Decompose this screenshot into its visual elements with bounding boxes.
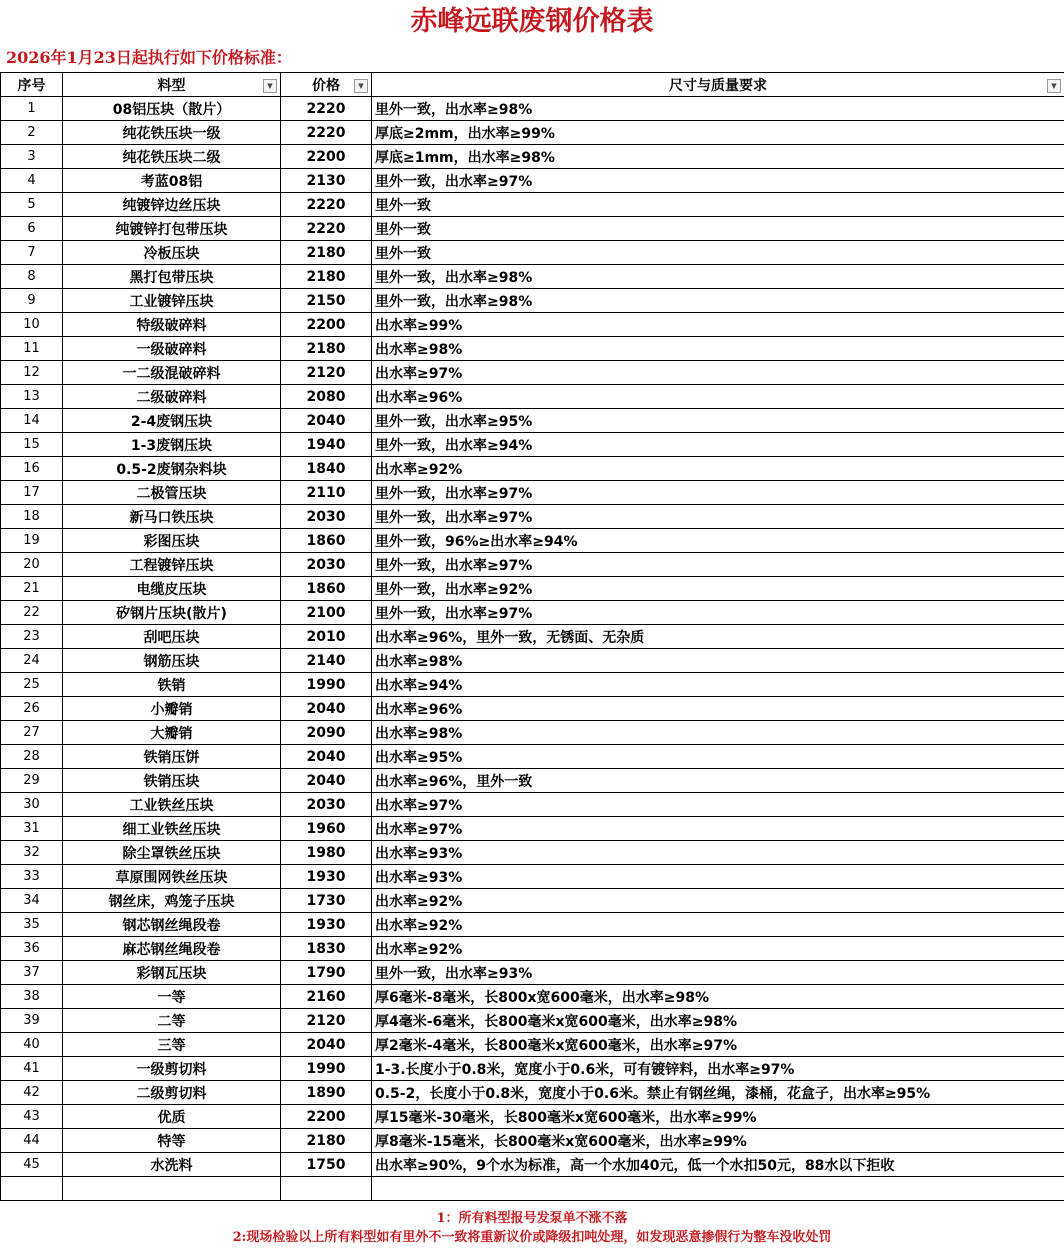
price-value: 2030: [281, 793, 372, 817]
price-value: 1750: [281, 1153, 372, 1177]
row-number: 10: [1, 313, 63, 337]
price-value: 1940: [281, 433, 372, 457]
quality-requirement: 出水率≥92%: [372, 937, 1064, 961]
quality-requirement: 里外一致，出水率≥92%: [372, 577, 1064, 601]
price-value: 2040: [281, 697, 372, 721]
table-row: [1, 433, 1064, 457]
price-value: 1730: [281, 889, 372, 913]
table-row: [1, 937, 1064, 961]
material-name: 纯花铁压块二级: [63, 145, 281, 169]
material-name: 三等: [63, 1033, 281, 1057]
price-value: 2080: [281, 385, 372, 409]
table-row: [1, 841, 1064, 865]
table-row: [1, 385, 1064, 409]
table-row: [1, 673, 1064, 697]
price-value: 2100: [281, 601, 372, 625]
row-number: 30: [1, 793, 63, 817]
empty-cell: [1, 1177, 63, 1201]
price-value: 1980: [281, 841, 372, 865]
material-name: 1-3废钢压块: [63, 433, 281, 457]
row-number: 22: [1, 601, 63, 625]
material-name: 刮吧压块: [63, 625, 281, 649]
quality-requirement: 出水率≥99%: [372, 313, 1064, 337]
material-name: 特级破碎料: [63, 313, 281, 337]
quality-requirement: 里外一致，出水率≥97%: [372, 601, 1064, 625]
price-value: 1840: [281, 457, 372, 481]
material-name: 钢芯钢丝绳段卷: [63, 913, 281, 937]
row-number: 36: [1, 937, 63, 961]
table-row: [1, 793, 1064, 817]
dropdown-arrow-icon[interactable]: ▼: [1047, 79, 1061, 93]
row-number: 20: [1, 553, 63, 577]
material-name: 优质: [63, 1105, 281, 1129]
quality-requirement: 出水率≥98%: [372, 337, 1064, 361]
material-name: 一级剪切料: [63, 1057, 281, 1081]
material-name: 二级破碎料: [63, 385, 281, 409]
table-row: [1, 577, 1064, 601]
table-row: [1, 145, 1064, 169]
price-value: 1990: [281, 673, 372, 697]
row-number: 12: [1, 361, 63, 385]
material-name: 除尘罩铁丝压块: [63, 841, 281, 865]
table-row: [1, 817, 1064, 841]
row-number: 18: [1, 505, 63, 529]
table-row: [1, 721, 1064, 745]
material-name: 二级剪切料: [63, 1081, 281, 1105]
material-name: 二等: [63, 1009, 281, 1033]
price-value: 2200: [281, 145, 372, 169]
empty-cell: [63, 1177, 281, 1201]
header-price: 价格 ▼: [281, 73, 372, 97]
row-number: 28: [1, 745, 63, 769]
price-value: 2040: [281, 745, 372, 769]
material-name: 冷板压块: [63, 241, 281, 265]
quality-requirement: 出水率≥92%: [372, 913, 1064, 937]
table-row: [1, 361, 1064, 385]
table-row: [1, 889, 1064, 913]
price-value: 1860: [281, 529, 372, 553]
price-value: 1890: [281, 1081, 372, 1105]
header-requirement: 尺寸与质量要求 ▼: [372, 73, 1064, 97]
material-name: 二极管压块: [63, 481, 281, 505]
material-name: 铁销压饼: [63, 745, 281, 769]
material-name: 大瓣销: [63, 721, 281, 745]
material-name: 工业铁丝压块: [63, 793, 281, 817]
price-value: 2120: [281, 1009, 372, 1033]
row-number: 38: [1, 985, 63, 1009]
row-number: 19: [1, 529, 63, 553]
price-value: 2160: [281, 985, 372, 1009]
row-number: 15: [1, 433, 63, 457]
quality-requirement: 里外一致，出水率≥95%: [372, 409, 1064, 433]
material-name: 一级破碎料: [63, 337, 281, 361]
quality-requirement: 里外一致，出水率≥98%: [372, 97, 1064, 121]
quality-requirement: 厚6毫米-8毫米，长800x宽600毫米，出水率≥98%: [372, 985, 1064, 1009]
footer-note-2: 2:现场检验以上所有料型如有里外不一致将重新议价或降级扣吨处理，如发现恶意掺假行为整车没收处罚: [232, 1230, 832, 1245]
material-name: 纯花铁压块一级: [63, 121, 281, 145]
quality-requirement: 出水率≥97%: [372, 817, 1064, 841]
price-value: 1860: [281, 577, 372, 601]
row-number: 17: [1, 481, 63, 505]
material-name: 草原围网铁丝压块: [63, 865, 281, 889]
price-value: 2040: [281, 409, 372, 433]
row-number: 34: [1, 889, 63, 913]
material-name: 水洗料: [63, 1153, 281, 1177]
dropdown-arrow-icon[interactable]: ▼: [263, 79, 277, 93]
price-value: 2180: [281, 337, 372, 361]
table-row: [1, 1033, 1064, 1057]
quality-requirement: 1-3.长度小于0.8米，宽度小于0.6米，可有镀锌料，出水率≥97%: [372, 1057, 1064, 1081]
quality-requirement: 里外一致，出水率≥98%: [372, 289, 1064, 313]
table-row: [1, 217, 1064, 241]
price-value: 2220: [281, 217, 372, 241]
quality-requirement: 里外一致: [372, 217, 1064, 241]
quality-requirement: 出水率≥96%: [372, 697, 1064, 721]
quality-requirement: 出水率≥96%: [372, 385, 1064, 409]
table-row: [1, 553, 1064, 577]
dropdown-arrow-icon[interactable]: ▼: [354, 79, 368, 93]
row-number: 16: [1, 457, 63, 481]
material-name: 2-4废钢压块: [63, 409, 281, 433]
quality-requirement: 里外一致，出水率≥97%: [372, 553, 1064, 577]
quality-requirement: 里外一致，出水率≥97%: [372, 169, 1064, 193]
row-number: 29: [1, 769, 63, 793]
quality-requirement: 厚8毫米-15毫米，长800毫米x宽600毫米，出水率≥99%: [372, 1129, 1064, 1153]
price-value: 2220: [281, 193, 372, 217]
material-name: 一二级混破碎料: [63, 361, 281, 385]
quality-requirement: 出水率≥90%，9个水为标准，高一个水加40元，低一个水扣50元，88水以下拒收: [372, 1153, 1064, 1177]
price-value: 2140: [281, 649, 372, 673]
row-number: 43: [1, 1105, 63, 1129]
table-row: [1, 625, 1064, 649]
price-table: [0, 72, 1064, 1201]
row-number: 9: [1, 289, 63, 313]
material-name: 黑打包带压块: [63, 265, 281, 289]
quality-requirement: 厚底≥1mm，出水率≥98%: [372, 145, 1064, 169]
row-number: 44: [1, 1129, 63, 1153]
price-value: 2130: [281, 169, 372, 193]
table-row: [1, 169, 1064, 193]
table-row: [1, 1129, 1064, 1153]
row-number: 37: [1, 961, 63, 985]
material-name: 麻芯钢丝绳段卷: [63, 937, 281, 961]
row-number: 14: [1, 409, 63, 433]
table-row: [1, 241, 1064, 265]
material-name: 铁销: [63, 673, 281, 697]
empty-row: [1, 1177, 1064, 1201]
material-name: 纯镀锌打包带压块: [63, 217, 281, 241]
table-row: [1, 457, 1064, 481]
table-row: [1, 601, 1064, 625]
table-row: [1, 985, 1064, 1009]
quality-requirement: 厚底≥2mm，出水率≥99%: [372, 121, 1064, 145]
row-number: 11: [1, 337, 63, 361]
price-value: 1990: [281, 1057, 372, 1081]
price-value: 1930: [281, 913, 372, 937]
page-title: 赤峰远联废钢价格表: [410, 6, 654, 37]
material-name: 0.5-2废钢杂料块: [63, 457, 281, 481]
price-value: 2010: [281, 625, 372, 649]
material-name: 工业镀锌压块: [63, 289, 281, 313]
effective-date-note: 2026年1月23日起执行如下价格标准：: [6, 48, 292, 67]
price-value: 2220: [281, 121, 372, 145]
price-value: 2200: [281, 1105, 372, 1129]
price-value: 2180: [281, 265, 372, 289]
quality-requirement: 厚2毫米-4毫米，长800毫米x宽600毫米，出水率≥97%: [372, 1033, 1064, 1057]
price-value: 2150: [281, 289, 372, 313]
price-value: 2220: [281, 97, 372, 121]
row-number: 32: [1, 841, 63, 865]
material-name: 小瓣销: [63, 697, 281, 721]
row-number: 6: [1, 217, 63, 241]
material-name: 彩钢瓦压块: [63, 961, 281, 985]
table-row: [1, 121, 1064, 145]
header-name: 料型 ▼: [63, 73, 281, 97]
table-row: [1, 409, 1064, 433]
material-name: 考蓝08铝: [63, 169, 281, 193]
row-number: 23: [1, 625, 63, 649]
table-row: [1, 1105, 1064, 1129]
table-row: [1, 481, 1064, 505]
material-name: 08铝压块（散片）: [63, 97, 281, 121]
table-row: [1, 649, 1064, 673]
price-value: 2110: [281, 481, 372, 505]
price-value: 2090: [281, 721, 372, 745]
table-row: [1, 697, 1064, 721]
row-number: 13: [1, 385, 63, 409]
row-number: 3: [1, 145, 63, 169]
table-row: [1, 1057, 1064, 1081]
quality-requirement: 出水率≥93%: [372, 865, 1064, 889]
table-row: [1, 1081, 1064, 1105]
quality-requirement: 里外一致: [372, 193, 1064, 217]
quality-requirement: 出水率≥92%: [372, 889, 1064, 913]
row-number: 1: [1, 97, 63, 121]
table-row: [1, 745, 1064, 769]
empty-cell: [281, 1177, 372, 1201]
quality-requirement: 出水率≥92%: [372, 457, 1064, 481]
material-name: 铁销压块: [63, 769, 281, 793]
price-value: 2180: [281, 241, 372, 265]
table-row: [1, 1153, 1064, 1177]
quality-requirement: 出水率≥95%: [372, 745, 1064, 769]
quality-requirement: 出水率≥96%，里外一致: [372, 769, 1064, 793]
table-row: [1, 961, 1064, 985]
row-number: 27: [1, 721, 63, 745]
quality-requirement: 里外一致，出水率≥98%: [372, 265, 1064, 289]
price-value: 2040: [281, 769, 372, 793]
quality-requirement: 厚15毫米-30毫米，长800毫米x宽600毫米，出水率≥99%: [372, 1105, 1064, 1129]
row-number: 7: [1, 241, 63, 265]
row-number: 5: [1, 193, 63, 217]
material-name: 工程镀锌压块: [63, 553, 281, 577]
quality-requirement: 里外一致，出水率≥93%: [372, 961, 1064, 985]
row-number: 39: [1, 1009, 63, 1033]
quality-requirement: 里外一致，出水率≥97%: [372, 505, 1064, 529]
material-name: 细工业铁丝压块: [63, 817, 281, 841]
price-value: 1830: [281, 937, 372, 961]
table-row: [1, 1009, 1064, 1033]
table-row: [1, 913, 1064, 937]
material-name: 新马口铁压块: [63, 505, 281, 529]
row-number: 25: [1, 673, 63, 697]
header-no: 序号: [1, 73, 63, 97]
material-name: 电缆皮压块: [63, 577, 281, 601]
table-row: [1, 865, 1064, 889]
quality-requirement: 厚4毫米-6毫米，长800毫米x宽600毫米，出水率≥98%: [372, 1009, 1064, 1033]
material-name: 矽钢片压块(散片): [63, 601, 281, 625]
material-name: 钢筋压块: [63, 649, 281, 673]
row-number: 8: [1, 265, 63, 289]
quality-requirement: 里外一致，出水率≥94%: [372, 433, 1064, 457]
row-number: 24: [1, 649, 63, 673]
quality-requirement: 出水率≥97%: [372, 361, 1064, 385]
price-value: 1930: [281, 865, 372, 889]
table-header-row: [1, 73, 1064, 97]
table-row: [1, 529, 1064, 553]
price-value: 2030: [281, 505, 372, 529]
table-row: [1, 289, 1064, 313]
material-name: 钢丝床，鸡笼子压块: [63, 889, 281, 913]
row-number: 42: [1, 1081, 63, 1105]
price-value: 2120: [281, 361, 372, 385]
table-row: [1, 193, 1064, 217]
row-number: 2: [1, 121, 63, 145]
quality-requirement: 出水率≥94%: [372, 673, 1064, 697]
row-number: 45: [1, 1153, 63, 1177]
quality-requirement: 0.5-2，长度小于0.8米，宽度小于0.6米。禁止有钢丝绳，漆桶，花盒子，出水率≥95%: [372, 1081, 1064, 1105]
material-name: 特等: [63, 1129, 281, 1153]
quality-requirement: 里外一致，96%≥出水率≥94%: [372, 529, 1064, 553]
row-number: 21: [1, 577, 63, 601]
table-row: [1, 97, 1064, 121]
price-value: 1960: [281, 817, 372, 841]
table-row: [1, 505, 1064, 529]
price-value: 2030: [281, 553, 372, 577]
price-value: 2180: [281, 1129, 372, 1153]
row-number: 26: [1, 697, 63, 721]
quality-requirement: 出水率≥96%，里外一致，无锈面、无杂质: [372, 625, 1064, 649]
table-row: [1, 265, 1064, 289]
quality-requirement: 出水率≥98%: [372, 721, 1064, 745]
table-row: [1, 769, 1064, 793]
quality-requirement: 出水率≥97%: [372, 793, 1064, 817]
quality-requirement: 里外一致: [372, 241, 1064, 265]
price-value: 2040: [281, 1033, 372, 1057]
footer-note-1: 1：所有料型报号发泵单不涨不落: [436, 1211, 628, 1226]
material-name: 一等: [63, 985, 281, 1009]
row-number: 4: [1, 169, 63, 193]
row-number: 33: [1, 865, 63, 889]
row-number: 35: [1, 913, 63, 937]
row-number: 40: [1, 1033, 63, 1057]
quality-requirement: 出水率≥98%: [372, 649, 1064, 673]
price-value: 1790: [281, 961, 372, 985]
row-number: 41: [1, 1057, 63, 1081]
price-value: 2200: [281, 313, 372, 337]
material-name: 彩图压块: [63, 529, 281, 553]
row-number: 31: [1, 817, 63, 841]
table-row: [1, 337, 1064, 361]
table-row: [1, 313, 1064, 337]
empty-cell: [372, 1177, 1064, 1201]
quality-requirement: 出水率≥93%: [372, 841, 1064, 865]
quality-requirement: 里外一致，出水率≥97%: [372, 481, 1064, 505]
material-name: 纯镀锌边丝压块: [63, 193, 281, 217]
